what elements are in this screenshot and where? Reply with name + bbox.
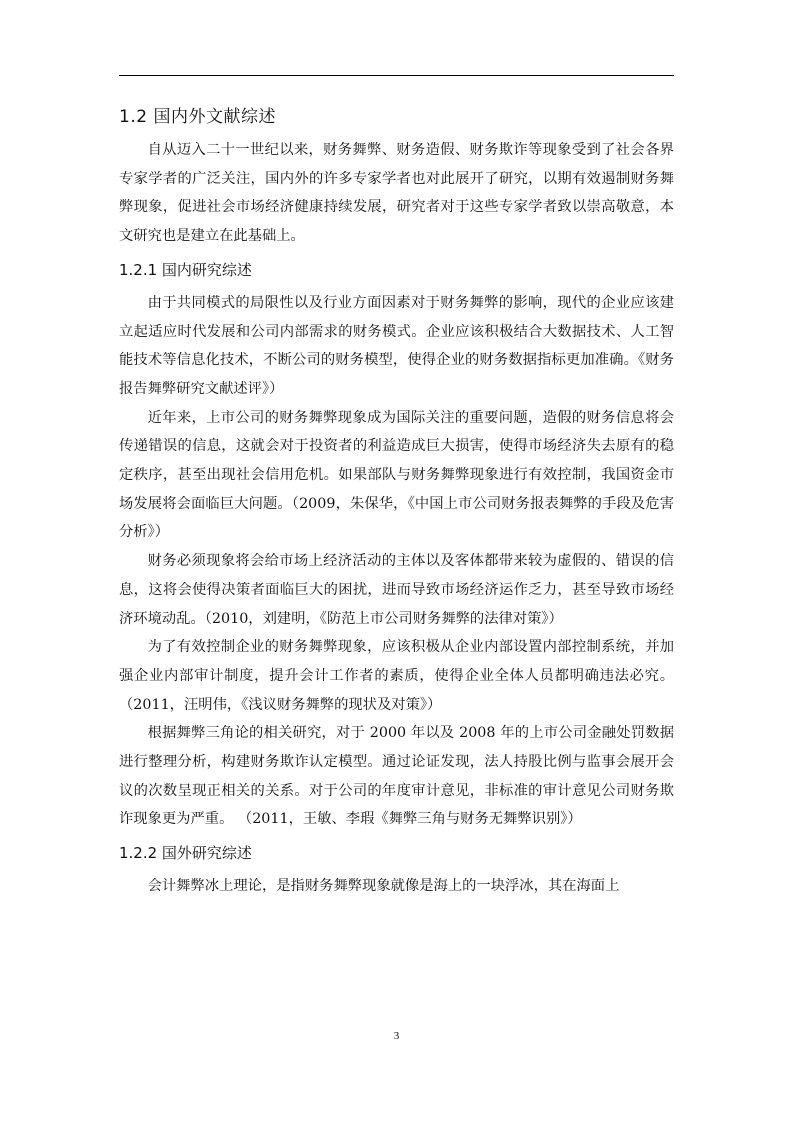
domestic-paragraph-3: 财务必须现象将会给市场上经济活动的主体以及客体都带来较为虚假的、错误的信息，这将会使得决策者面临巨大的困扰，进而导致市场经济运作乏力，甚至导致市场经济环境动乱。（2010，刘建明，《防范上市公司财务舞弊的法律对策》） [119, 553, 674, 627]
domestic-paragraph-2: 近年来，上市公司的财务舞弊现象成为国际关注的重要问题，造假的财务信息将会传递错误的信息，这就会对于投资者的利益造成巨大损害，使得市场经济失去原有的稳定秩序，甚至出现社会信用危机。如果部队与财务舞弊现象进行有效控制，我国资金市场发展将会面临巨大问题。（2009，朱保华，《中国上市公司财务报表舞弊的手段及危害分析》） [119, 409, 674, 541]
page-content [119, 98, 674, 901]
domestic-paragraph-4: 为了有效控制企业的财务舞弊现象，应该积极从企业内部设置内部控制系统，并加强企业内部审计制度，提升会计工作者的素质，使得企业全体人员都明确违法必究。（2011，汪明伟，《浅议财务舞弊的现状及对策》） [119, 639, 674, 713]
section-title: 1.2 国内外文献综述 [119, 107, 276, 127]
domestic-paragraph-1: 由于共同模式的局限性以及行业方面因素对于财务舞弊的影响，现代的企业应该建立起适应时代发展和公司内部需求的财务模式。企业应该积极结合大数据技术、人工智能技术等信息化技术，不断公司的财务模型，使得企业的财务数据指标更加准确。《财务报告舞弊研究文献述评》） [119, 294, 674, 397]
foreign-heading: 1.2.2 国外研究综述 [119, 844, 252, 863]
intro-paragraph: 自从迈入二十一世纪以来，财务舞弊、财务造假、财务欺诈等现象受到了社会各界专家学者的广泛关注，国内外的许多专家学者也对此展开了研究，以期有效遏制财务舞弊现象，促进社会市场经济健康持续发展，研究者对于这些专家学者致以崇高敬意，本文研究也是建立在此基础上。 [119, 142, 674, 245]
page-number: 3 [393, 1030, 400, 1042]
header-rule [119, 75, 674, 76]
domestic-heading: 1.2.1 国内研究综述 [119, 260, 252, 279]
foreign-paragraph-1: 会计舞弊冰上理论，是指财务舞弊现象就像是海上的一块浮冰，其在海面上 [147, 878, 620, 895]
domestic-paragraph-5: 根据舞弊三角论的相关研究，对于 2000 年以及 2008 年的上市公司金融处罚数据进行整理分析，构建财务欺诈认定模型。通过论证发现，法人持股比例与监事会展开会议的次数呈现正相关的关系。对于公司的年度审计意见，非标准的审计意见公司财务欺诈现象更为严重。 （2011，王敏、李瑕《舞弊三角与财务无舞弊识别》） [119, 725, 674, 828]
